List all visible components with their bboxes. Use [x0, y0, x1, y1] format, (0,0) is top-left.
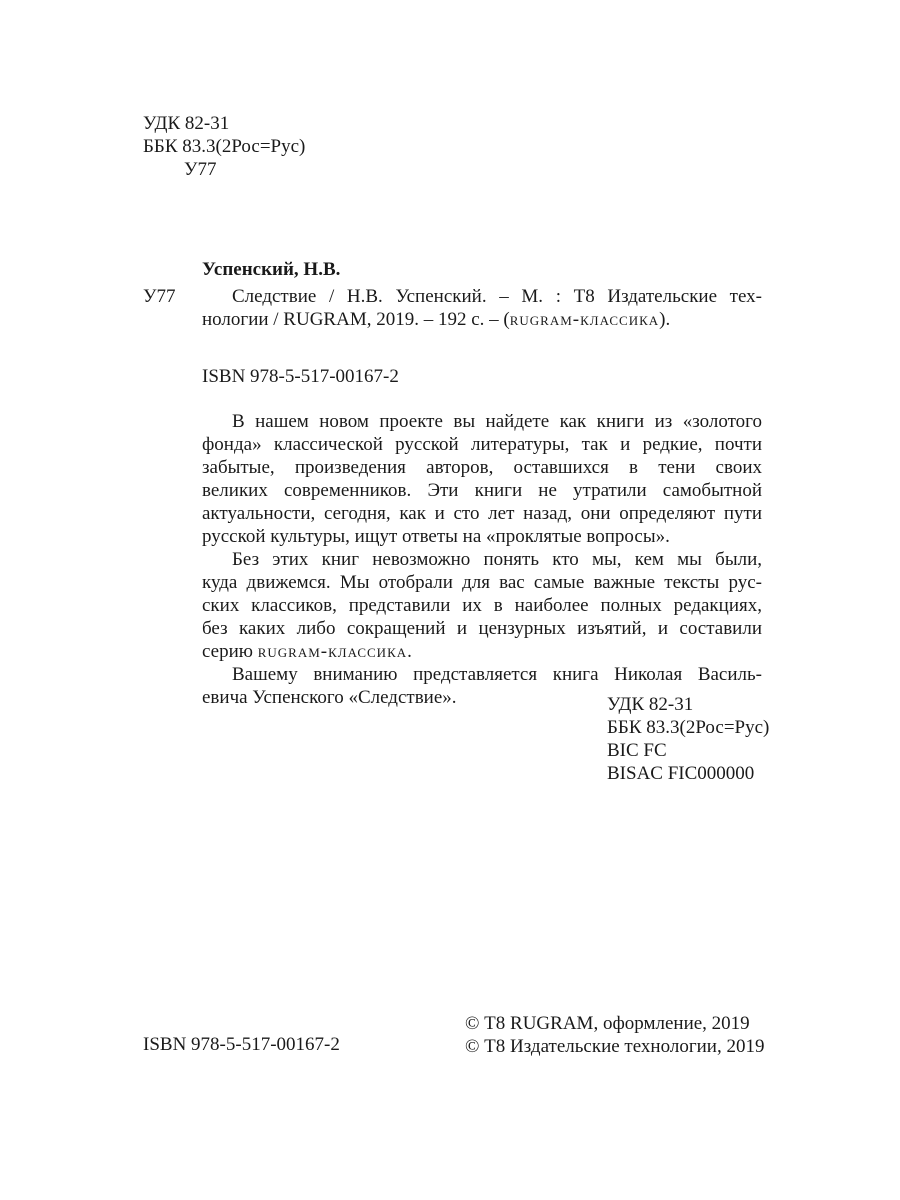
annotation-paragraph-1 — [202, 410, 762, 548]
copyright-line-2: © Т8 Издательские технологии, 2019 — [465, 1036, 765, 1057]
classification-bbk: ББК 83.3(2Рос=Рус) — [607, 717, 770, 738]
series-name: rugram-классика — [257, 641, 408, 662]
record-line-2: нологии / RUGRAM, 2019. – 192 с. – (rugram-классика). — [202, 309, 671, 330]
top-bbk: ББК 83.3(2Рос=Рус) — [143, 136, 306, 157]
annotation-line: серию rugram-классика. — [202, 641, 412, 662]
annotation-line: Без этих книг невозможно понять кто мы, кем мы были, — [232, 549, 762, 570]
record-line-1: Следствие / Н.В. Успенский. – М. : Т8 Издательские тех- — [232, 286, 762, 307]
annotation-line: евича Успенского «Следствие». — [202, 687, 457, 708]
annotation-paragraph-2 — [202, 548, 762, 663]
footer-isbn: ISBN 978-5-517-00167-2 — [143, 1034, 340, 1055]
copyright-line-1: © Т8 RUGRAM, оформление, 2019 — [465, 1013, 750, 1034]
top-classification — [143, 112, 305, 181]
annotation-line: куда движемся. Мы отобрали для вас самые важные тексты рус- — [202, 572, 762, 593]
series-name: rugram-классика — [509, 309, 660, 330]
annotation-line: русской культуры, ищут ответы на «проклятые вопросы». — [202, 526, 670, 547]
annotation-line: фонда» классической русской литературы, так и редкие, почти — [202, 434, 762, 455]
top-author-mark: У77 — [184, 159, 217, 180]
classification-block — [607, 693, 769, 785]
annotation — [202, 410, 762, 709]
annotation-line: забытые, произведения авторов, оставшихся в тени своих — [202, 457, 762, 478]
annotation-line: В нашем новом проекте вы найдете как книги из «золотого — [232, 411, 762, 432]
record-author-mark: У77 — [143, 286, 176, 307]
record-isbn: ISBN 978-5-517-00167-2 — [202, 366, 399, 387]
bibliographic-record — [202, 258, 762, 331]
classification-bic: BIC FC — [607, 740, 667, 761]
record-author: Успенский, Н.В. — [202, 259, 341, 280]
annotation-line: великих современников. Эти книги не утратили самобытной — [202, 480, 762, 501]
annotation-line: без каких либо сокращений и цензурных изъятий, и составили — [202, 618, 762, 639]
annotation-line: Вашему вниманию представляется книга Николая Василь- — [232, 664, 762, 685]
classification-udk: УДК 82-31 — [607, 694, 694, 715]
annotation-line: ских классиков, представили их в наиболее полных редакциях, — [202, 595, 762, 616]
top-udk: УДК 82-31 — [143, 113, 230, 134]
copyright-block — [465, 1012, 764, 1058]
annotation-line: актуальности, сегодня, как и сто лет назад, они определяют пути — [202, 503, 762, 524]
classification-bisac: BISAC FIC000000 — [607, 763, 755, 784]
